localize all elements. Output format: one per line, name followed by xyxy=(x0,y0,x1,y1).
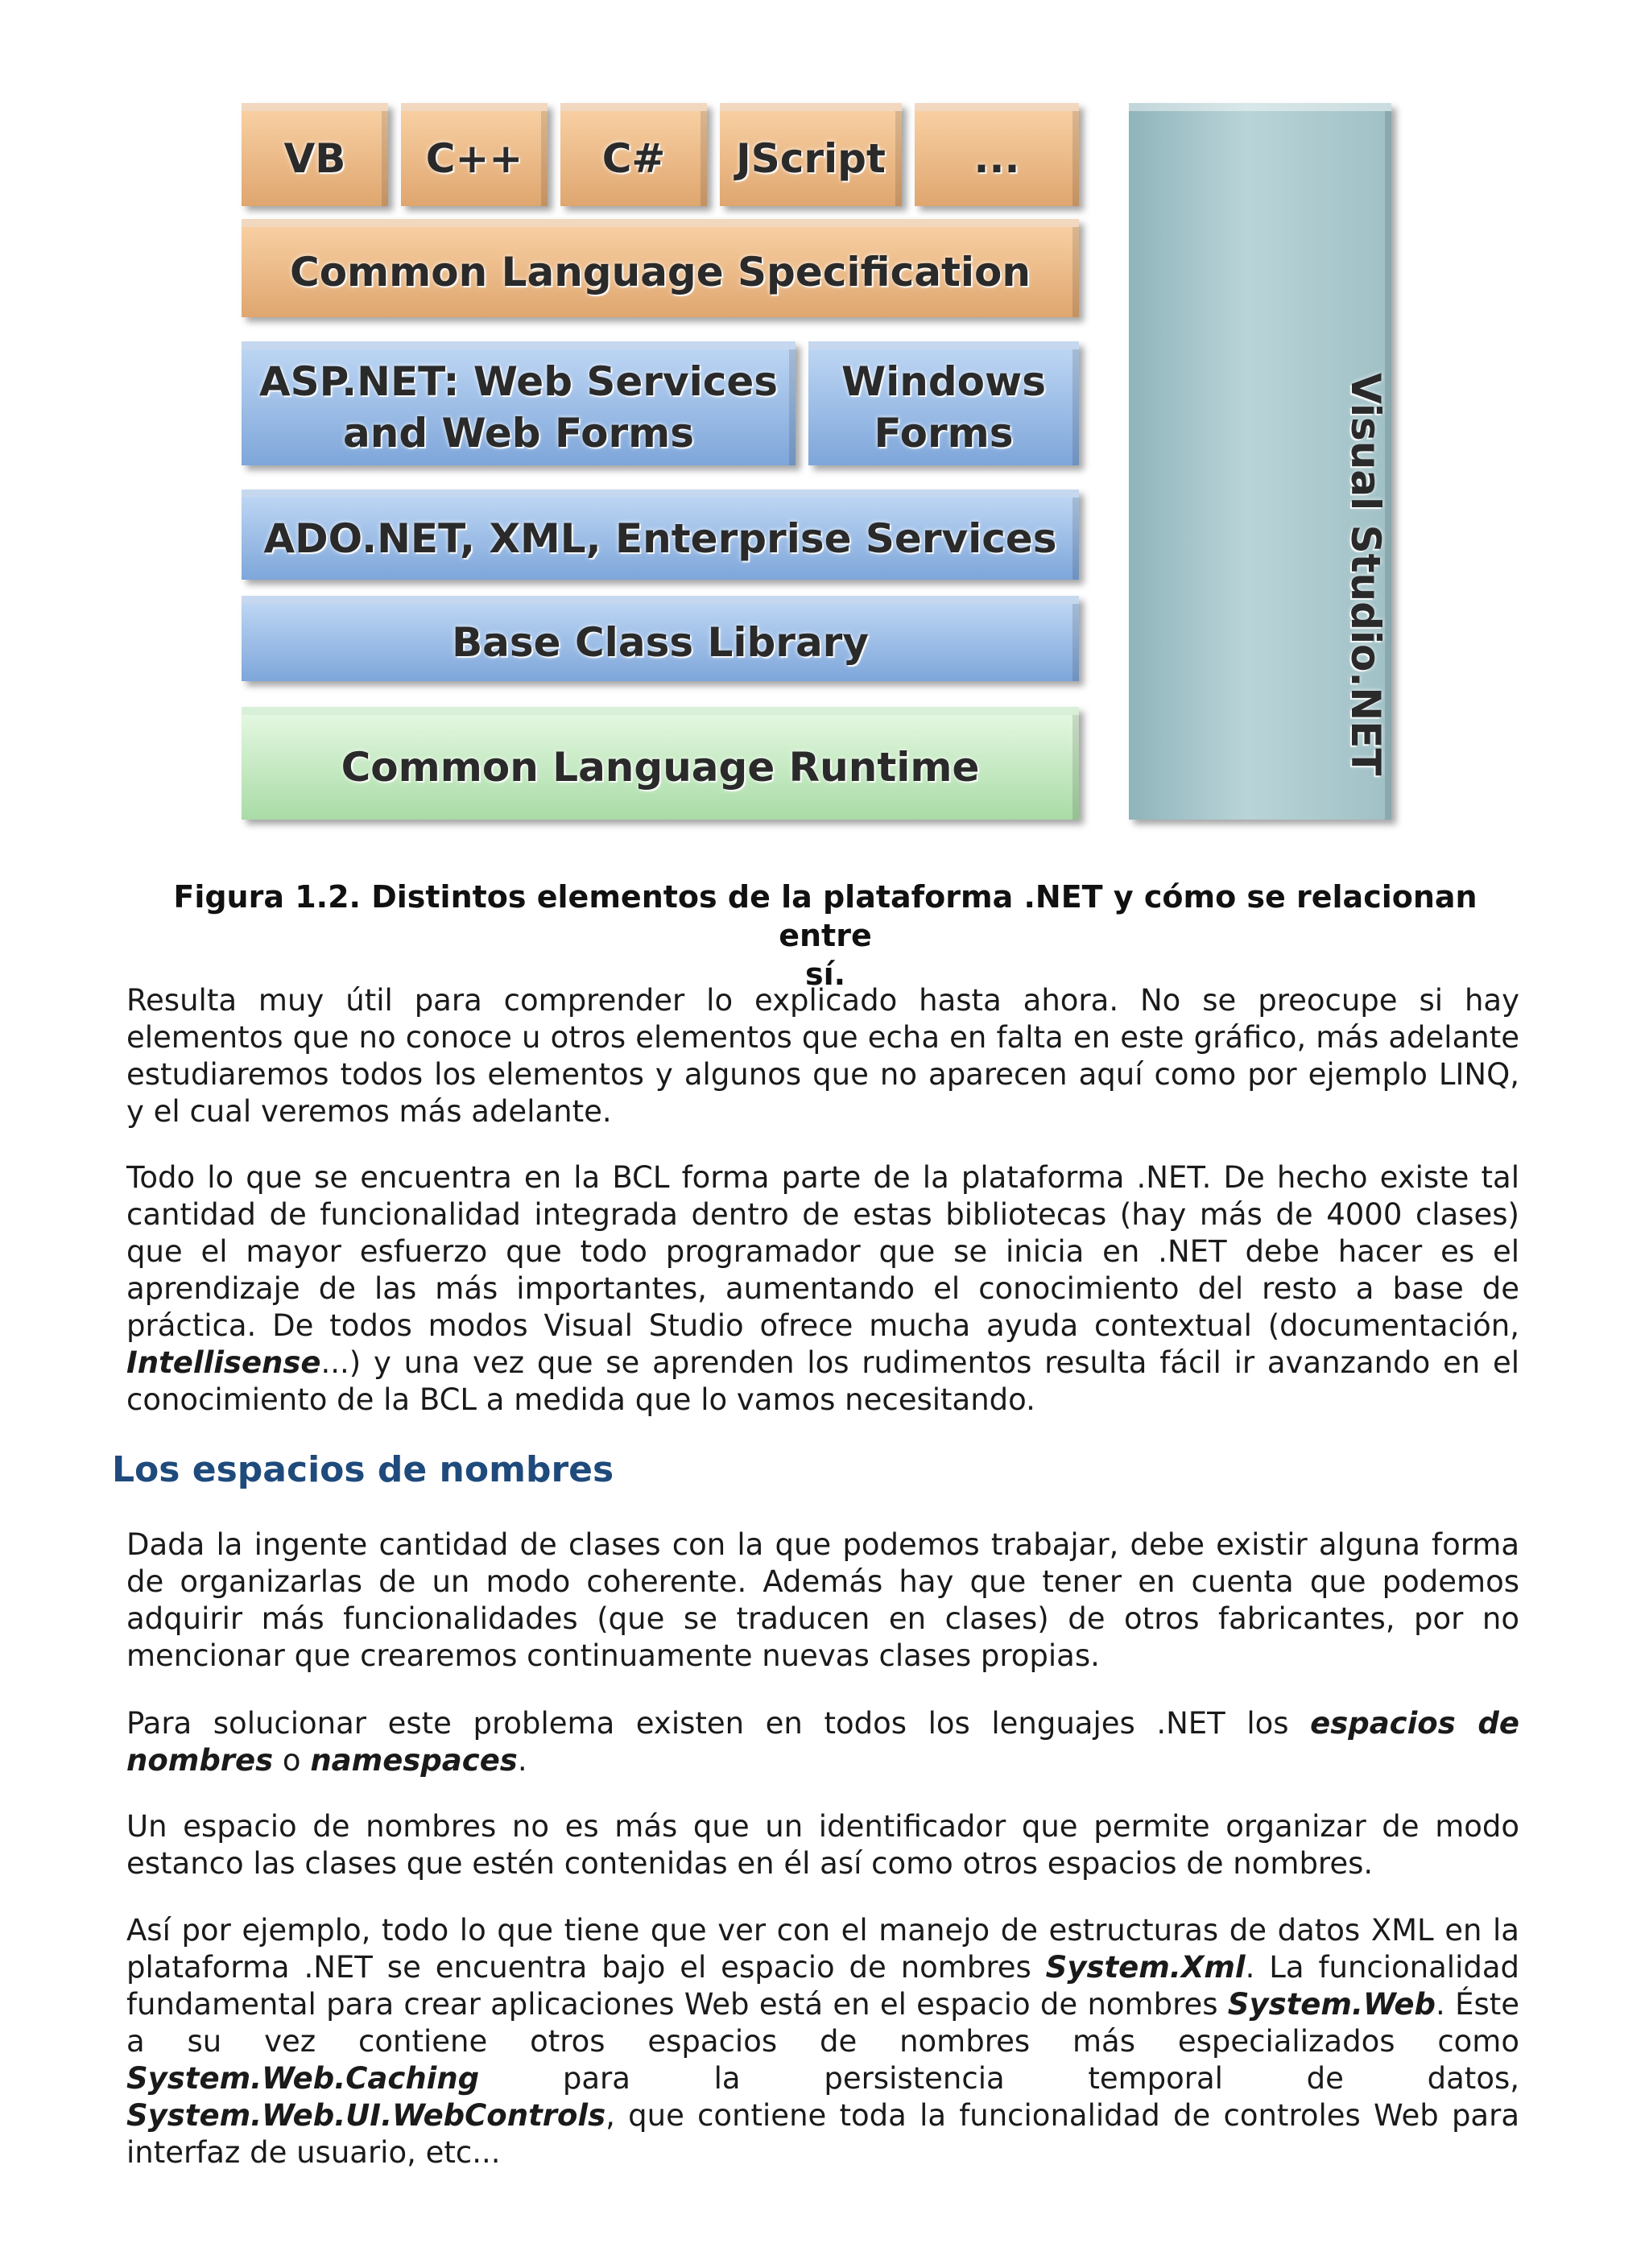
block-aspnet xyxy=(242,341,796,465)
paragraph-6 xyxy=(126,1912,1519,2171)
paragraph-6-text-a: Así por ejemplo, todo lo que tiene que ver con el manejo de estructuras de datos XML en la plataforma .NET se encuentra bajo el espacio de nombres xyxy=(126,1913,1519,1985)
figure-caption xyxy=(137,878,1514,994)
block-windows-forms-line1: Windows xyxy=(841,358,1046,405)
paragraph-5: Un espacio de nombres no es más que un identificador que permite organizar de modo estanco las clases que estén contenidas en él así como otros espacios de nombres. xyxy=(126,1809,1519,1881)
figure-caption-line2: sí. xyxy=(804,956,846,992)
block-cls-label: Common Language Specification xyxy=(290,249,1031,295)
block-jscript xyxy=(720,103,902,206)
paragraph-6-text-c: . Éste a su vez contiene otros espacios de nombres más especializados como xyxy=(126,1987,1519,2059)
block-more-languages xyxy=(915,103,1079,206)
block-visual-studio xyxy=(1129,103,1391,820)
block-jscript-label: JScript xyxy=(736,135,886,182)
namespaces-term: namespaces xyxy=(310,1743,518,1778)
block-visual-studio-label: Visual Studio.NET xyxy=(1342,372,1389,776)
system-web-ui-webcontrols-term: System.Web.UI.WebControls xyxy=(126,2098,606,2133)
paragraph-4-text-a: Para solucionar este problema existen en todos los lenguajes .NET los xyxy=(126,1706,1311,1741)
paragraph-1: Resulta muy útil para comprender lo explicado hasta ahora. No se preocupe si hay elementos que no conoce u otros elementos que echa en falta en este gráfico, más adelante estudiaremos todos los elementos y algunos que no aparecen aquí como por ejemplo LINQ, y el cual veremos más adelante. xyxy=(126,983,1519,1129)
block-base-class-library xyxy=(242,596,1079,681)
block-more-languages-label: ... xyxy=(973,135,1020,182)
block-cls xyxy=(242,219,1079,317)
paragraph-4-text-c: . xyxy=(517,1743,527,1778)
paragraph-4 xyxy=(126,1705,1519,1779)
block-aspnet-line2: and Web Forms xyxy=(342,410,694,456)
block-vb xyxy=(242,103,388,206)
block-vb-label: VB xyxy=(283,135,346,182)
block-windows-forms xyxy=(808,341,1079,465)
block-base-class-library-label: Base Class Library xyxy=(452,619,869,666)
section-heading: Los espacios de nombres xyxy=(112,1449,614,1490)
paragraph-6-text-e: , que contiene toda la funcionalidad de controles Web para interfaz de usuario, etc... xyxy=(126,2098,1519,2170)
block-common-language-runtime xyxy=(242,707,1079,820)
paragraph-2-text-b: ...) y una vez que se aprenden los rudimentos resulta fácil ir avanzando en el conocimiento de la BCL a medida que lo vamos necesitando. xyxy=(126,1345,1519,1417)
block-aspnet-line1: ASP.NET: Web Services xyxy=(258,358,779,405)
system-web-caching-term: System.Web.Caching xyxy=(126,2061,480,2096)
block-common-language-runtime-label: Common Language Runtime xyxy=(341,744,980,791)
system-xml-term: System.Xml xyxy=(1045,1950,1246,1985)
paragraph-6-text-d: para la persistencia temporal de datos, xyxy=(479,2061,1519,2096)
block-csharp-label: C# xyxy=(601,135,666,182)
block-cpp xyxy=(401,103,548,206)
block-cpp-label: C++ xyxy=(425,135,523,182)
espacios-de-nombres-term: espacios de nombres xyxy=(126,1706,1519,1778)
paragraph-2-text-a: Todo lo que se encuentra en la BCL forma parte de la plataforma .NET. De hecho existe tal cantidad de funcionalidad integrada dentro de estas bibliotecas (hay más de 4000 clases) que el mayor esfuerzo que todo programador que se inicia en .NET debe hacer es el aprendizaje de las más importantes, aumentando el conocimiento del resto a base de práctica. De todos modos Visual Studio ofrece mucha ayuda contextual (documentación, xyxy=(126,1160,1519,1343)
block-ado-xml-enterprise xyxy=(242,490,1079,580)
block-windows-forms-line2: Forms xyxy=(874,410,1014,456)
paragraph-3: Dada la ingente cantidad de clases con la que podemos trabajar, debe existir alguna forma de organizarlas de un modo coherente. Además hay que tener en cuenta que podemos adquirir más funcionalidades (que se traducen en clases) de otros fabricantes, por no mencionar que crearemos continuamente nuevas clases propias. xyxy=(126,1527,1519,1673)
system-web-term: System.Web xyxy=(1227,1987,1436,2022)
intellisense-term: Intellisense xyxy=(126,1345,321,1380)
figure-caption-line1: Figura 1.2. Distintos elementos de la plataforma .NET y cómo se relacionan entre xyxy=(173,879,1477,953)
paragraph-4-text-b: o xyxy=(273,1743,311,1778)
paragraph-2 xyxy=(126,1159,1519,1419)
paragraph-6-text-b: . La funcionalidad fundamental para crear aplicaciones Web está en el espacio de nombres xyxy=(126,1950,1519,2022)
block-ado-xml-enterprise-label: ADO.NET, XML, Enterprise Services xyxy=(263,515,1057,562)
block-csharp xyxy=(560,103,707,206)
dotnet-platform-diagram xyxy=(225,89,1417,837)
